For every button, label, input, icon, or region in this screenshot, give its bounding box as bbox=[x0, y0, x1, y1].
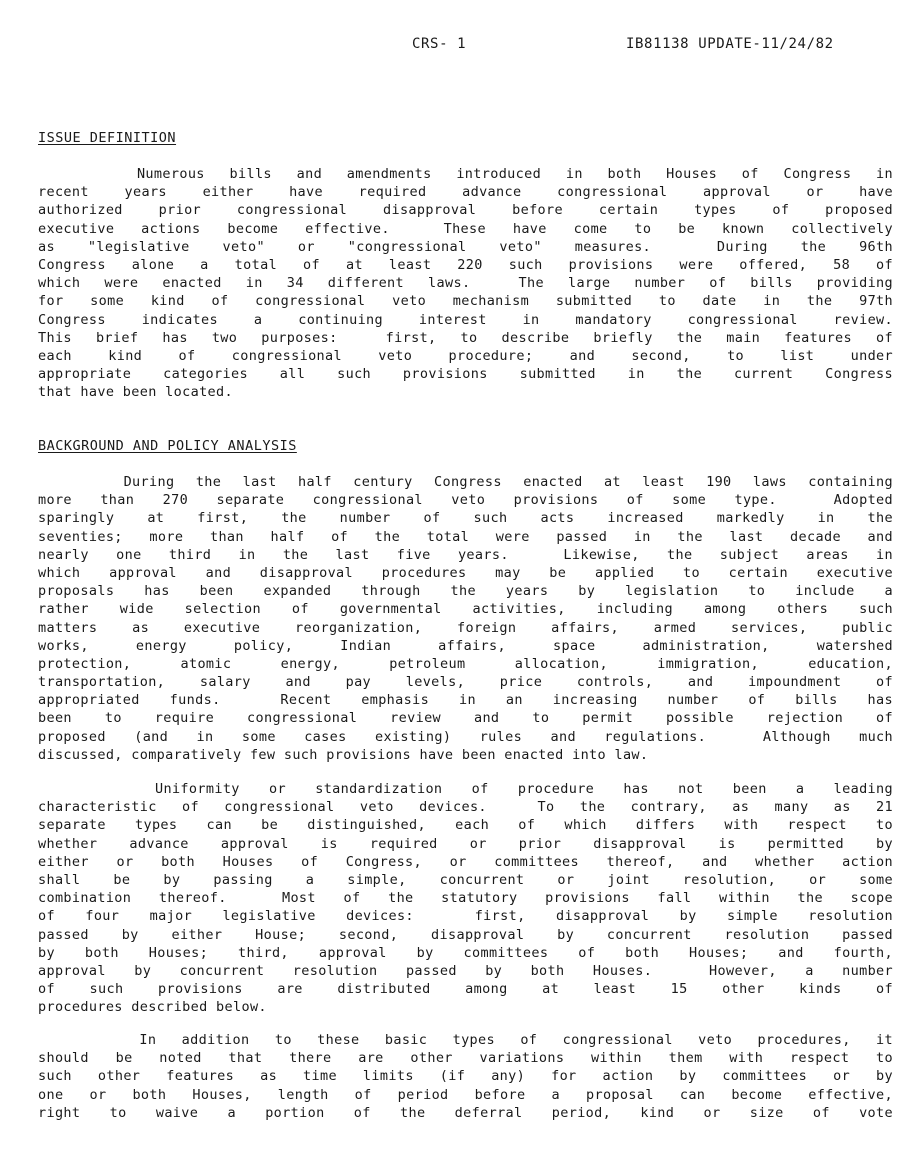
text-line: right to waive a portion of the deferral period, kind or size of vote bbox=[38, 1104, 893, 1121]
text-line: shall be by passing a simple, concurrent or joint resolution, or some bbox=[38, 871, 893, 888]
text-line: should be noted that there are other variations within them with respect to bbox=[38, 1050, 893, 1067]
text-line: authorized prior congressional disapproval before certain types of proposed bbox=[38, 202, 893, 219]
background-paragraph-3 bbox=[38, 1031, 893, 1122]
text-line: seventies; more than half of the total were passed in the last decade and bbox=[38, 528, 893, 545]
page-label: CRS- 1 bbox=[412, 36, 467, 52]
text-line: passed by either House; second, disapproval by concurrent resolution passed bbox=[38, 926, 893, 943]
text-line: works, energy policy, Indian affairs, space administration, watershed bbox=[38, 637, 893, 654]
text-line: Uniformity or standardization of procedure has not been a leading bbox=[38, 781, 893, 797]
text-line: protection, atomic energy, petroleum allocation, immigration, education, bbox=[38, 655, 893, 672]
text-line: Congress indicates a continuing interest in mandatory congressional review. bbox=[38, 311, 893, 328]
text-line: executive actions become effective. These have come to be known collectively bbox=[38, 220, 893, 237]
text-line: nearly one third in the last five years. Likewise, the subject areas in bbox=[38, 546, 893, 563]
text-line: more than 270 separate congressional veto provisions of some type. Adopted bbox=[38, 492, 893, 509]
text-line: separate types can be distinguished, each of which differs with respect to bbox=[38, 817, 893, 834]
text-line: combination thereof. Most of the statutory provisions fall within the scope bbox=[38, 890, 893, 907]
text-line: Congress alone a total of at least 220 such provisions were offered, 58 of bbox=[38, 256, 893, 273]
text-line: that have been located. bbox=[38, 384, 233, 401]
text-line: recent years either have required advance congressional approval or have bbox=[38, 184, 893, 201]
text-line: In addition to these basic types of congressional veto procedures, it bbox=[38, 1032, 893, 1048]
text-line: by both Houses; third, approval by committees of both Houses; and fourth, bbox=[38, 944, 893, 961]
background-paragraph-2 bbox=[38, 780, 893, 1016]
issue-definition-heading: ISSUE DEFINITION bbox=[38, 130, 177, 146]
text-line: characteristic of congressional veto devices. To the contrary, as many as 21 bbox=[38, 799, 893, 816]
text-line: procedures described below. bbox=[38, 999, 267, 1016]
page-header bbox=[0, 36, 920, 56]
text-line: proposals has been expanded through the years by legislation to include a bbox=[38, 583, 893, 600]
text-line: appropriated funds. Recent emphasis in an increasing number of bills has bbox=[38, 692, 893, 709]
text-line: which were enacted in 34 different laws. The large number of bills providing bbox=[38, 275, 893, 292]
text-line: approval by concurrent resolution passed by both Houses. However, a number bbox=[38, 962, 893, 979]
text-line: rather wide selection of governmental activities, including among others such bbox=[38, 601, 893, 618]
text-line: matters as executive reorganization, foreign affairs, armed services, public bbox=[38, 619, 893, 636]
text-line: Numerous bills and amendments introduced in both Houses of Congress in bbox=[38, 166, 893, 182]
text-line: each kind of congressional veto procedure; and second, to list under bbox=[38, 347, 893, 364]
text-line: whether advance approval is required or prior disapproval is permitted by bbox=[38, 835, 893, 852]
text-line: either or both Houses of Congress, or committees thereof, and whether action bbox=[38, 853, 893, 870]
text-line: proposed (and in some cases existing) rules and regulations. Although much bbox=[38, 728, 893, 745]
text-line: one or both Houses, length of period before a proposal can become effective, bbox=[38, 1086, 893, 1103]
text-line: of four major legislative devices: first, disapproval by simple resolution bbox=[38, 908, 893, 925]
text-line: transportation, salary and pay levels, price controls, and impoundment of bbox=[38, 674, 893, 691]
text-line: for some kind of congressional veto mechanism submitted to date in the 97th bbox=[38, 293, 893, 310]
text-line: During the last half century Congress enacted at least 190 laws containing bbox=[38, 474, 893, 490]
background-paragraph-1 bbox=[38, 473, 893, 764]
text-line: of such provisions are distributed among at least 15 other kinds of bbox=[38, 981, 893, 998]
text-line: sparingly at first, the number of such acts increased markedly in the bbox=[38, 510, 893, 527]
background-heading: BACKGROUND AND POLICY ANALYSIS bbox=[38, 438, 297, 454]
text-line: discussed, comparatively few such provisions have been enacted into law. bbox=[38, 746, 649, 763]
issue-definition-paragraph bbox=[38, 165, 893, 401]
text-line: This brief has two purposes: first, to describe briefly the main features of bbox=[38, 329, 893, 346]
text-line: which approval and disapproval procedures may be applied to certain executive bbox=[38, 564, 893, 581]
document-id-update: IB81138 UPDATE-11/24/82 bbox=[626, 36, 834, 52]
text-line: appropriate categories all such provisions submitted in the current Congress bbox=[38, 366, 893, 383]
text-line: as "legislative veto" or "congressional veto" measures. During the 96th bbox=[38, 238, 893, 255]
text-line: been to require congressional review and to permit possible rejection of bbox=[38, 710, 893, 727]
text-line: such other features as time limits (if any) for action by committees or by bbox=[38, 1068, 893, 1085]
